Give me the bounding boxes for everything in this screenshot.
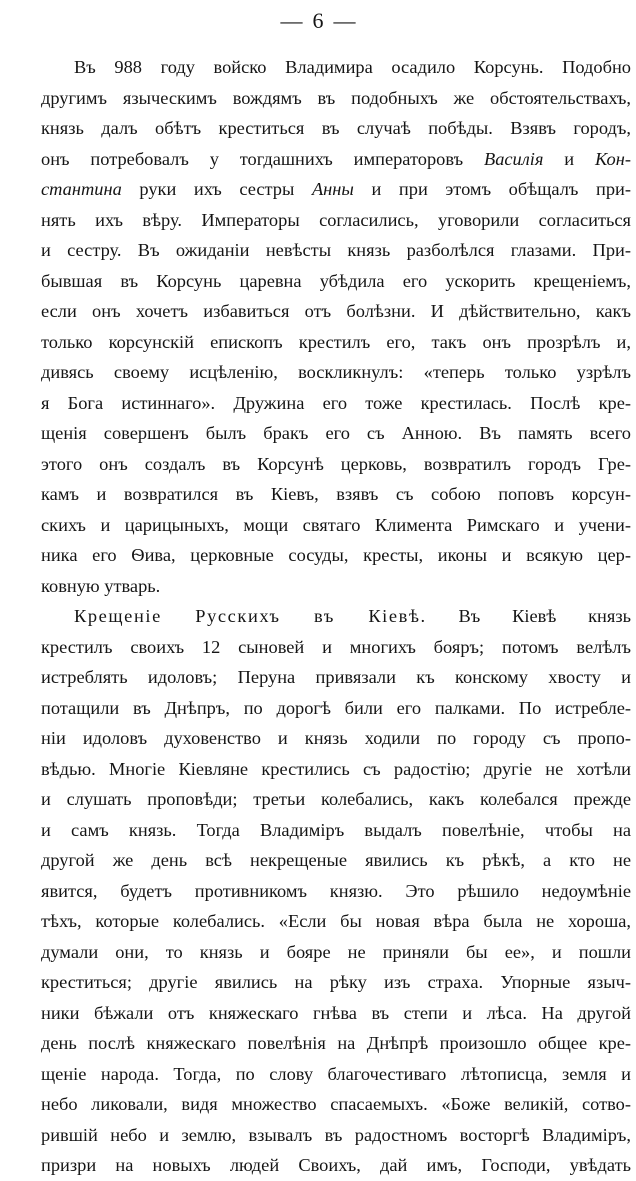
text-line: бывшая въ Корсунь царевна убѣдила его ускорить крещеніемъ, <box>41 270 631 291</box>
text-run: руки ихъ сестры <box>121 179 312 199</box>
page-number-dash-left: — <box>280 8 303 33</box>
text-line <box>41 144 631 175</box>
text-line: Въ 988 году войско Владимира осадило Корсунь. Подобно <box>74 57 631 77</box>
emphasis-name-constantine-start: Кон- <box>595 148 631 169</box>
text-line: рившій небо и землю, взывалъ въ радостномъ восторгѣ Владиміръ, <box>41 1124 631 1145</box>
section-heading: Крещеніе Русскихъ въ Кіевѣ. <box>74 606 427 626</box>
text-run: и при этомъ обѣщалъ при- <box>353 179 631 199</box>
emphasis-name-constantine-end: стантина <box>41 179 122 199</box>
text-line: ники бѣжали отъ княжескаго гнѣва въ степи и лѣса. На другой <box>41 1002 631 1023</box>
text-line: скихъ и царицыныхъ, мощи святаго Климента Римскаго и учени- <box>41 514 631 535</box>
text-line: другимъ языческимъ вождямъ въ подобныхъ же обстоятельствахъ, <box>41 87 631 108</box>
text-line: если онъ хочетъ избавиться отъ болѣзни. И дѣйствительно, какъ <box>41 301 631 321</box>
page-number-dash-right: — <box>333 8 356 33</box>
text-line: нять ихъ вѣру. Императоры согласились, уговорили согласиться <box>41 209 631 230</box>
text-line: потащили въ Днѣпръ, по дорогѣ били его палками. По истребле- <box>41 697 631 718</box>
text-line: ніи идоловъ духовенство и князь ходили по городу съ пропо- <box>41 728 631 748</box>
emphasis-name-vasily: Василія <box>483 148 544 169</box>
emphasis-name-anna: Анны <box>311 179 354 199</box>
text-line: вѣдью. Многіе Кіевляне крестились съ радостію; другіе не хотѣли <box>41 758 631 779</box>
text-run: и <box>543 148 596 169</box>
text-line: я Бога истиннаго». Дружина его тоже крестилась. Послѣ кре- <box>41 392 631 413</box>
text-run: Въ Кіевѣ князь <box>426 606 632 626</box>
text-line: дивясь своему исцѣленію, воскликнулъ: «теперь только узрѣлъ <box>41 362 631 382</box>
text-line: день послѣ княжескаго повелѣнія на Днѣпрѣ произошло общее кре- <box>41 1033 631 1053</box>
text-line <box>41 601 631 632</box>
body-text <box>41 52 631 1181</box>
text-line: этого онъ создалъ въ Корсунѣ церковь, возвратилъ городъ Гре- <box>41 453 631 474</box>
text-line: явится, будетъ противникомъ князю. Это рѣшило недоумѣніе <box>41 880 631 901</box>
text-line: другой же день всѣ некрещеные явились къ рѣкѣ, а кто не <box>41 850 631 870</box>
page-number-value: 6 <box>312 8 324 33</box>
text-run: онъ потребовалъ у тогдашнихъ императоровъ <box>41 148 484 169</box>
paragraph-2 <box>41 601 631 1181</box>
text-line: камъ и возвратился въ Кіевъ, взявъ съ собою поповъ корсун- <box>41 484 631 504</box>
text-line: думали они, то князь и бояре не приняли бы ее», и пошли <box>41 941 631 962</box>
text-line: щенія совершенъ былъ бракъ его съ Анною. Въ память всего <box>41 423 631 443</box>
text-line: крестилъ своихъ 12 сыновей и многихъ бояръ; потомъ велѣлъ <box>41 636 631 657</box>
text-line: ника его Ѳива, церковные сосуды, кресты, иконы и всякую цер- <box>41 545 631 565</box>
text-line: небо ликовали, видя множество спасаемыхъ. «Боже великій, сотво- <box>41 1094 631 1114</box>
text-line: и слушать проповѣди; третьи колебались, какъ колебался прежде <box>41 789 631 809</box>
text-line: щеніе народа. Тогда, по слову благочестиваго лѣтописца, земля и <box>41 1063 631 1084</box>
text-line: призри на новыхъ людей Своихъ, дай имъ, Господи, увѣдать <box>41 1155 631 1175</box>
text-line: креститься; другіе явились на рѣку изъ страха. Упорные языч- <box>41 972 631 992</box>
page-number <box>0 8 636 34</box>
paragraph-1 <box>41 52 631 601</box>
text-line: ковную утварь. <box>41 575 161 596</box>
text-line: и сестру. Въ ожиданіи невѣсты князь разболѣлся глазами. При- <box>41 240 631 260</box>
text-line: князь далъ обѣтъ креститься въ случаѣ побѣды. Взявъ городъ, <box>41 118 631 138</box>
text-line: тѣхъ, которые колебались. «Если бы новая вѣра была не хороша, <box>41 911 631 931</box>
text-line: и самъ князь. Тогда Владиміръ выдалъ повелѣніе, чтобы на <box>41 819 631 840</box>
text-line <box>41 174 631 205</box>
text-line: истреблять идоловъ; Перуна привязали къ конскому хвосту и <box>41 667 631 687</box>
text-line: только корсунскій епископъ крестилъ его, такъ онъ прозрѣлъ и, <box>41 331 631 352</box>
